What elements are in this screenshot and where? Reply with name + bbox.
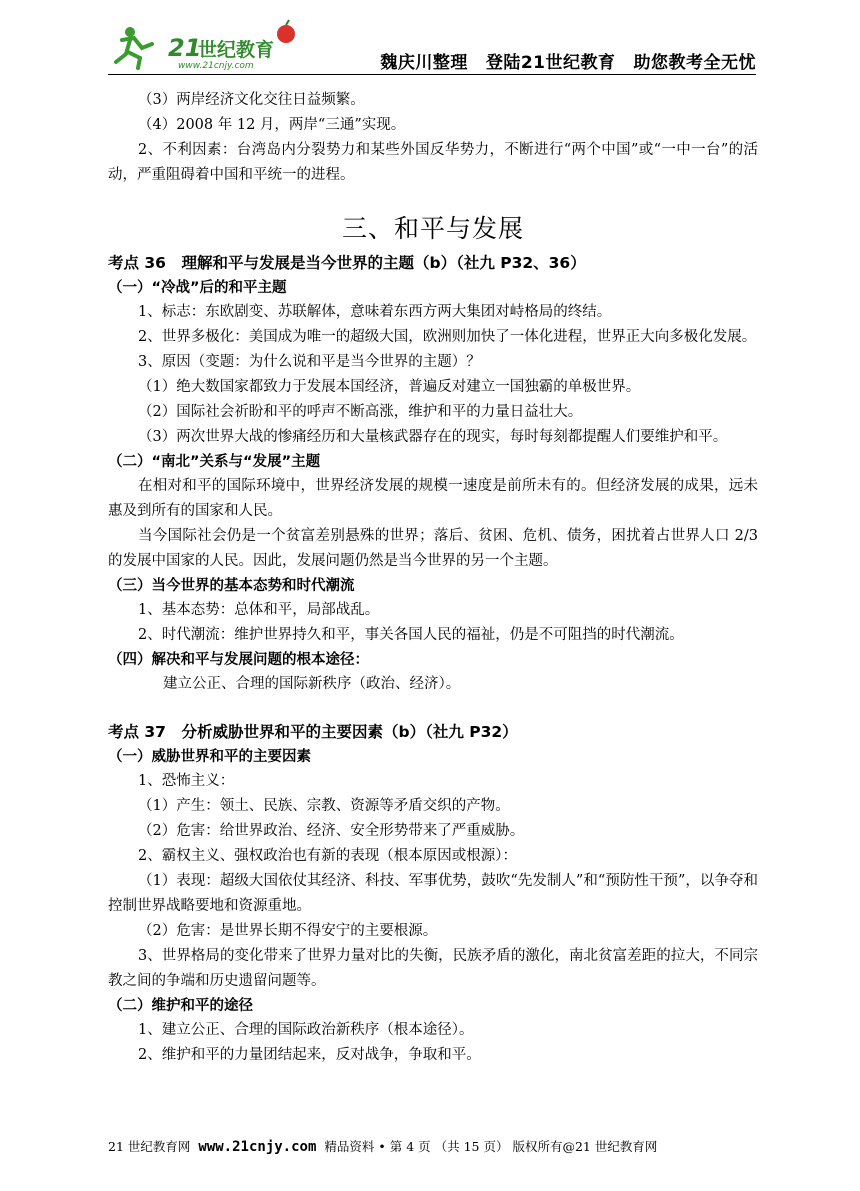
kp36-sub-1: （一）“冷战”后的和平主题	[108, 280, 287, 296]
svg-text:21: 21	[168, 34, 202, 62]
intro-line-1: （3）两岸经济文化交往日益频繁。	[138, 92, 365, 108]
kp36-title: 考点 36 理解和平与发展是当今世界的主题（b）（社九 P32、36）	[108, 254, 586, 272]
kp37-line: 1、恐怖主义：	[138, 773, 235, 789]
kp36-line: 1、基本态势：总体和平，局部战乱。	[138, 602, 380, 618]
kp36-line: 在相对和平的国际环境中，世界经济发展的规模一速度是前所未有的。但经济发展的成果，远未惠及到所有的国家和人民。	[108, 478, 758, 519]
kp37-sub-2: （二）维护和平的途径	[108, 998, 253, 1014]
header-organizer: 魏庆川整理	[380, 53, 468, 73]
header-login[interactable]: 登陆21世纪教育	[485, 53, 616, 73]
footer-url-link[interactable]: www.21cnjy.com	[198, 1139, 317, 1155]
kp36-sub-4: （四）解决和平与发展问题的根本途径：	[108, 652, 369, 668]
kp37-line: 1、建立公正、合理的国际政治新秩序（根本途径）。	[138, 1022, 474, 1038]
kp37-sub-1: （一）威胁世界和平的主要因素	[108, 749, 311, 765]
page-footer	[108, 1137, 758, 1155]
kp36-line: （2）国际社会祈盼和平的呼声不断高涨，维护和平的力量日益壮大。	[138, 404, 583, 420]
kp36-line: （3）两次世界大战的惨痛经历和大量核武器存在的现实，每时每刻都提醒人们要维护和平。	[138, 429, 728, 445]
kp37-line: （1）产生：领土、民族、宗教、资源等矛盾交织的产物。	[138, 798, 510, 814]
intro-line-2: （4）2008 年 12 月，两岸“三通”实现。	[138, 117, 406, 133]
header-divider	[108, 74, 756, 75]
kp36-line: 2、世界多极化：美国成为唯一的超级大国，欧洲则加快了一体化进程，世界正大向多极化发展。	[138, 329, 757, 345]
svg-text:www.21cnjy.com: www.21cnjy.com	[178, 61, 254, 71]
page-header	[108, 18, 756, 74]
kp37-title: 考点 37 分析威胁世界和平的主要因素（b）（社九 P32）	[108, 723, 518, 741]
footer-site: 21 世纪教育网	[108, 1139, 191, 1154]
svg-text:世纪教育: 世纪教育	[198, 39, 275, 61]
section-title: 三、和平与发展	[341, 214, 524, 243]
footer-copyright: 版权所有@21 世纪教育网	[512, 1139, 658, 1154]
footer-page-number: 精品资料 • 第 4 页 （共 15 页）	[324, 1139, 509, 1154]
kp37-line: （2）危害：给世界政治、经济、安全形势带来了严重威胁。	[138, 823, 525, 839]
kp37-line: 3、世界格局的变化带来了世界力量对比的失衡，民族矛盾的激化，南北贫富差距的拉大，不同宗教之间的争端和历史遗留问题等。	[108, 948, 758, 989]
kp37-line: （2）危害：是世界长期不得安宁的主要根源。	[138, 923, 438, 939]
kp36-line: 1、标志：东欧剧变、苏联解体，意味着东西方两大集团对峙格局的终结。	[138, 304, 612, 320]
kp36-line: （1）绝大数国家都致力于发展本国经济，普遍反对建立一国独霸的单极世界。	[138, 379, 641, 395]
kp36-sub-2: （二）“南北”关系与“发展”主题	[108, 454, 321, 470]
kp37-line: （1）表现：超级大国依仗其经济、科技、军事优势，鼓吹“先发制人”和“预防性干预”，以争夺和控制世界战略要地和资源重地。	[108, 873, 758, 914]
kp36-line: 2、时代潮流：维护世界持久和平，事关各国人民的福祉，仍是不可阻挡的时代潮流。	[138, 627, 684, 643]
intro-line-3: 2、不利因素：台湾岛内分裂势力和某些外国反华势力，不断进行“两个中国”或“一中一台”的活动，严重阻碍着中国和平统一的进程。	[108, 142, 758, 183]
document-body	[108, 88, 758, 1068]
kp37-line: 2、维护和平的力量团结起来，反对战争，争取和平。	[138, 1047, 481, 1063]
header-tagline: 助您教考全无忧	[633, 53, 756, 73]
kp36-sub-3: （三）当今世界的基本态势和时代潮流	[108, 578, 355, 594]
kp37-line: 2、霸权主义、强权政治也有新的表现（根本原因或根源）：	[138, 848, 517, 864]
site-logo[interactable]	[108, 18, 308, 74]
kp36-line: 3、原因（变题：为什么说和平是当今世界的主题）？	[138, 354, 481, 370]
kp36-line: 建立公正、合理的国际新秩序（政治、经济）。	[163, 676, 461, 692]
kp36-line: 当今国际社会仍是一个贫富差别悬殊的世界；落后、贫困、危机、债务，困扰着占世界人口 2/3 的发展中国家的人民。因此，发展问题仍然是当今世界的另一个主题。	[108, 528, 758, 569]
header-slogan	[362, 48, 756, 73]
